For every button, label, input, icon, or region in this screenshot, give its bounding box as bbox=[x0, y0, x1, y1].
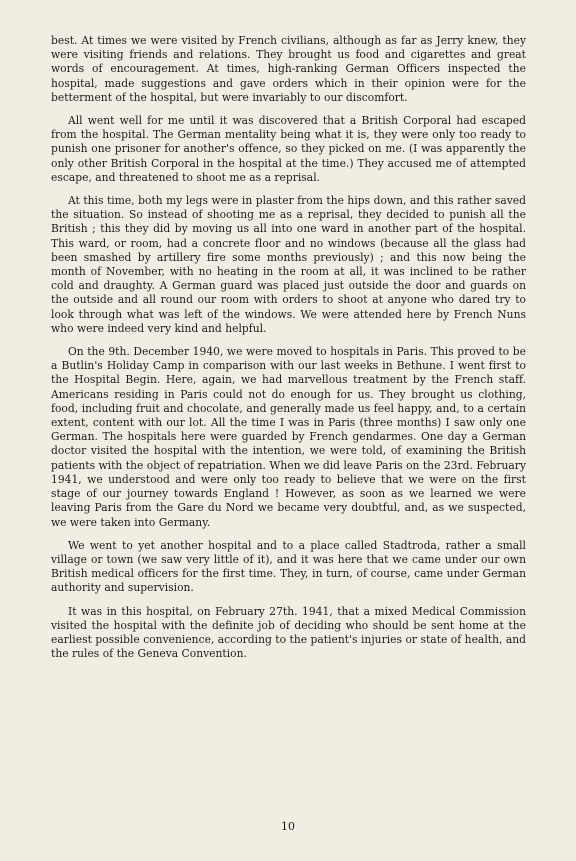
paragraph-2: All went well for me until it was discovered that a British Corporal had escaped from the hospital. The German mentality being what it is, they were only too ready to punish one prisoner for another's offence, so they picked on me. (I was apparently the only other British Corporal in the hospital at the time.) They accused me of attempted escape, and threatened to shoot me as a reprisal. bbox=[51, 114, 526, 184]
paragraph-5: We went to yet another hospital and to a place called Stadtroda, rather a small village or town (we saw very little of it), and it was here that we came under our own British medical officers for the first time. They, in turn, of course, came under German authority and supervision. bbox=[51, 538, 526, 595]
paragraph-1: best. At times we were visited by French civilians, although as far as Jerry knew, they were visiting friends and relations. They brought us food and cigarettes and great words of encouragement. At times, high-ranking German Officers inspected the hospital, made suggestions and gave orders which in their opinion were for the betterment of the hospital, but were invariably to our discomfort. bbox=[51, 34, 526, 104]
page-number: 10 bbox=[281, 820, 295, 833]
paragraph-4: On the 9th. December 1940, we were moved to hospitals in Paris. This proved to be a Butlin's Holiday Camp in comparison with our last weeks in Bethune. I went first to the Hospital Begin. Here, again, we had marvellous treatment by the French staff. Americans residing in Paris could not do enough for us. They brought us clothing, food, including fruit and chocolate, and generally made us feel happy, and, to a certain extent, content with our lot. All the time I was in Paris (three months) I saw only one German. The hospitals here were guarded by French gendarmes. One day a German doctor visited the hospital with the intention, we were told, of examining the British patients with the object of repatriation. When we did leave Paris on the 23rd. February 1941, we understood and were only too ready to believe that we were on the first stage of our journey towards England ! However, as soon as we learned we were leaving Paris from the Gare du Nord we became very doubtful, and, as we suspected, we were taken into Germany. bbox=[51, 345, 526, 529]
paragraph-6: It was in this hospital, on February 27th. 1941, that a mixed Medical Commission visited the hospital with the definite job of deciding who should be sent home at the earliest possible convenience, according to the patient's injuries or state of health, and the rules of the Geneva Convention. bbox=[51, 604, 526, 661]
paragraph-3: At this time, both my legs were in plaster from the hips down, and this rather saved the situation. So instead of shooting me as a reprisal, they decided to punish all the British ; this they did by moving us all into one ward in another part of the hospital. This ward, or room, had a concrete floor and no windows (because all the glass had been smashed by artillery fire some months previously) ; and this now being the month of November, with no heating in the room at all, it was inclined to be rather cold and draughty. A German guard was placed just outside the door and guards on the outside and all round our room with orders to shoot at anyone who dared try to look through what was left of the windows. We were attended here by French Nuns who were indeed very kind and helpful. bbox=[51, 194, 526, 335]
